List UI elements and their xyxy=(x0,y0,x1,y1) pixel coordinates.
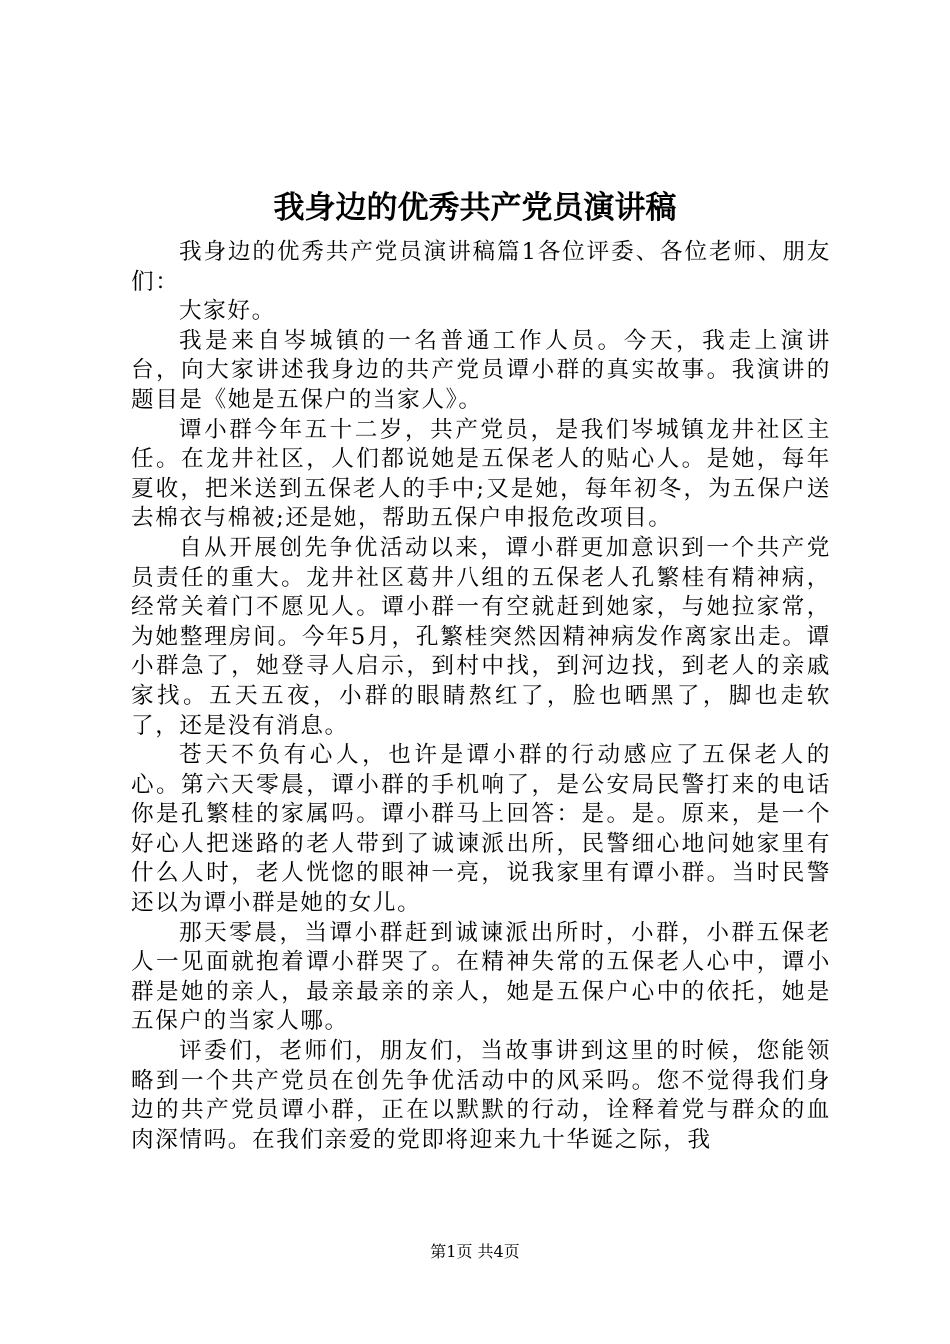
page-number-footer: 第1页 共4页 xyxy=(430,1242,520,1261)
paragraph: 大家好。 xyxy=(179,298,276,325)
paragraph: 那天零晨，当谭小群赶到诚谏派出所时，小群，小群五保老人一见面就抱着谭小群哭了。在精神失常的五保老人心中，谭小群是她的亲人，最亲最亲的亲人，她是五保户心中的依托，她是五保户的当家人哪。 xyxy=(131,919,831,1035)
paragraph: 我身边的优秀共产党员演讲稿篇1各位评委、各位老师、朋友们： xyxy=(131,239,831,295)
paragraph: 谭小群今年五十二岁，共产党员，是我们岑城镇龙井社区主任。在龙井社区，人们都说她是五保老人的贴心人。是她，每年夏收，把米送到五保老人的手中;又是她，每年初冬，为五保户送去棉衣与棉被;还是她，帮助五保户申报危改项目。 xyxy=(131,416,831,532)
paragraph: 苍天不负有心人，也许是谭小群的行动感应了五保老人的心。第六天零晨，谭小群的手机响了，是公安局民警打来的电话你是孔繁桂的家属吗。谭小群马上回答：是。是。原来，是一个好心人把迷路的老人带到了诚谏派出所，民警细心地问她家里有什么人时，老人恍惚的眼神一亮，说我家里有谭小群。当时民警还以为谭小群是她的女儿。 xyxy=(131,742,831,917)
page-title: 我身边的优秀共产党员演讲稿 xyxy=(273,190,677,226)
paragraph: 我是来自岑城镇的一名普通工作人员。今天，我走上演讲台，向大家讲述我身边的共产党员谭小群的真实故事。我演讲的题目是《她是五保户的当家人》。 xyxy=(131,327,831,413)
paragraph: 自从开展创先争优活动以来，谭小群更加意识到一个共产党员责任的重大。龙井社区葛井八组的五保老人孔繁桂有精神病，经常关着门不愿见人。谭小群一有空就赶到她家，与她拉家常，为她整理房间。今年5月，孔繁桂突然因精神病发作离家出走。谭小群急了，她登寻人启示，到村中找，到河边找，到老人的亲戚家找。五天五夜，小群的眼睛熬红了，脸也晒黑了，脚也走软了，还是没有消息。 xyxy=(131,534,831,739)
document-body xyxy=(131,238,831,1155)
paragraph: 评委们，老师们，朋友们，当故事讲到这里的时候，您能领略到一个共产党员在创先争优活动中的风采吗。您不觉得我们身边的共产党员谭小群，正在以默默的行动，诠释着党与群众的血肉深情吗。在我们亲爱的党即将迎来九十华诞之际，我 xyxy=(131,1038,831,1153)
